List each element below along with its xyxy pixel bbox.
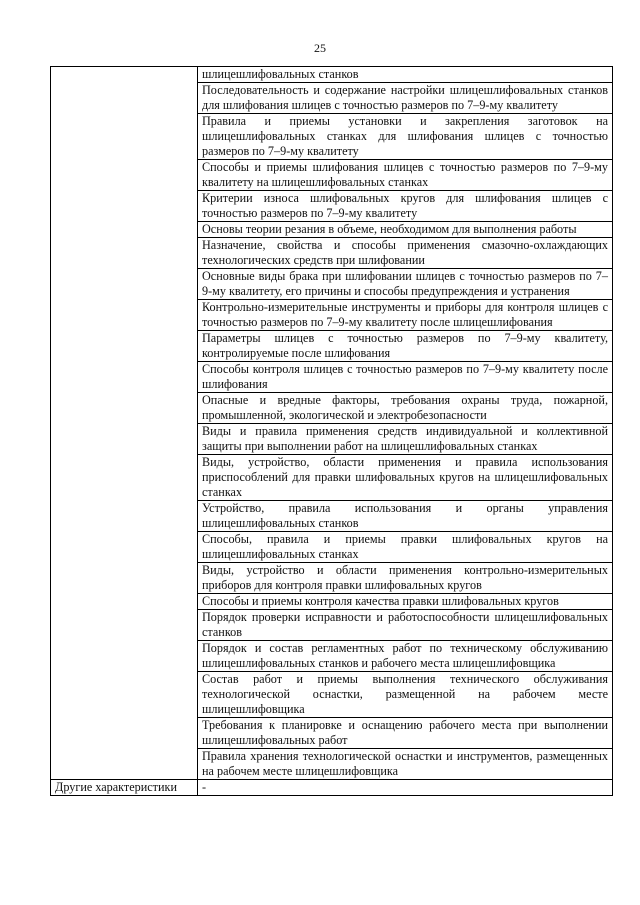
requirements-table — [50, 66, 613, 796]
knowledge-item: шлицешлифовальных станков — [198, 67, 613, 83]
knowledge-item: Правила и приемы установки и закрепления заготовок на шлицешлифовальных станках для шлифования шлицев с точностью размеров по 7–9-му квалитету — [198, 114, 613, 160]
knowledge-item: Способы и приемы шлифования шлицев с точностью размеров по 7–9-му квалитету на шлицешлифовальных станках — [198, 160, 613, 191]
knowledge-item: Правила хранения технологической оснастки и инструментов, размещенных на рабочем месте шлицешлифовщика — [198, 749, 613, 780]
knowledge-item: Критерии износа шлифовальных кругов для шлифования шлицев с точностью размеров по 7–9-му квалитету — [198, 191, 613, 222]
knowledge-item: Опасные и вредные факторы, требования охраны труда, пожарной, промышленной, экологической и электробезопасности — [198, 393, 613, 424]
knowledge-item: Устройство, правила использования и органы управления шлицешлифовальных станков — [198, 501, 613, 532]
table-row-other — [51, 780, 613, 796]
knowledge-item: Виды и правила применения средств индивидуальной и коллективной защиты при выполнении работ на шлицешлифовальных станках — [198, 424, 613, 455]
knowledge-item: Последовательность и содержание настройки шлицешлифовальных станков для шлифования шлицев с точностью размеров по 7–9-му квалитету — [198, 83, 613, 114]
knowledge-item: Требования к планировке и оснащению рабочего места при выполнении шлицешлифовальных работ — [198, 718, 613, 749]
table-left-cell-empty — [51, 67, 198, 780]
knowledge-item: Виды, устройство, области применения и правила использования приспособлений для правки шлифовальных кругов на шлицешлифовальных станках — [198, 455, 613, 501]
knowledge-item: Порядок проверки исправности и работоспособности шлицешлифовальных станков — [198, 610, 613, 641]
knowledge-item: Контрольно-измерительные инструменты и приборы для контроля шлицев с точностью размеров по 7–9-му квалитету после шлицешлифования — [198, 300, 613, 331]
knowledge-item: Основные виды брака при шлифовании шлицев с точностью размеров по 7–9-му квалитету, его причины и способы предупреждения и устранения — [198, 269, 613, 300]
knowledge-item: Способы и приемы контроля качества правки шлифовальных кругов — [198, 594, 613, 610]
other-characteristics-value: - — [198, 780, 613, 796]
knowledge-item: Порядок и состав регламентных работ по техническому обслуживанию шлицешлифовальных станков и рабочего места шлицешлифовщика — [198, 641, 613, 672]
knowledge-item: Способы контроля шлицев с точностью размеров по 7–9-му квалитету после шлифования — [198, 362, 613, 393]
knowledge-item: Виды, устройство и области применения контрольно-измерительных приборов для контроля правки шлифовальных кругов — [198, 563, 613, 594]
other-characteristics-label: Другие характеристики — [51, 780, 198, 796]
knowledge-item: Способы, правила и приемы правки шлифовальных кругов на шлицешлифовальных станках — [198, 532, 613, 563]
knowledge-item: Назначение, свойства и способы применения смазочно-охлаждающих технологических средств при шлифовании — [198, 238, 613, 269]
page-number: 25 — [314, 41, 326, 55]
knowledge-item: Параметры шлицев с точностью размеров по 7–9-му квалитету, контролируемые после шлифования — [198, 331, 613, 362]
table-row — [51, 67, 613, 83]
knowledge-item: Основы теории резания в объеме, необходимом для выполнения работы — [198, 222, 613, 238]
knowledge-item: Состав работ и приемы выполнения технического обслуживания технологической оснастки, размещенной на рабочем месте шлицешлифовщика — [198, 672, 613, 718]
